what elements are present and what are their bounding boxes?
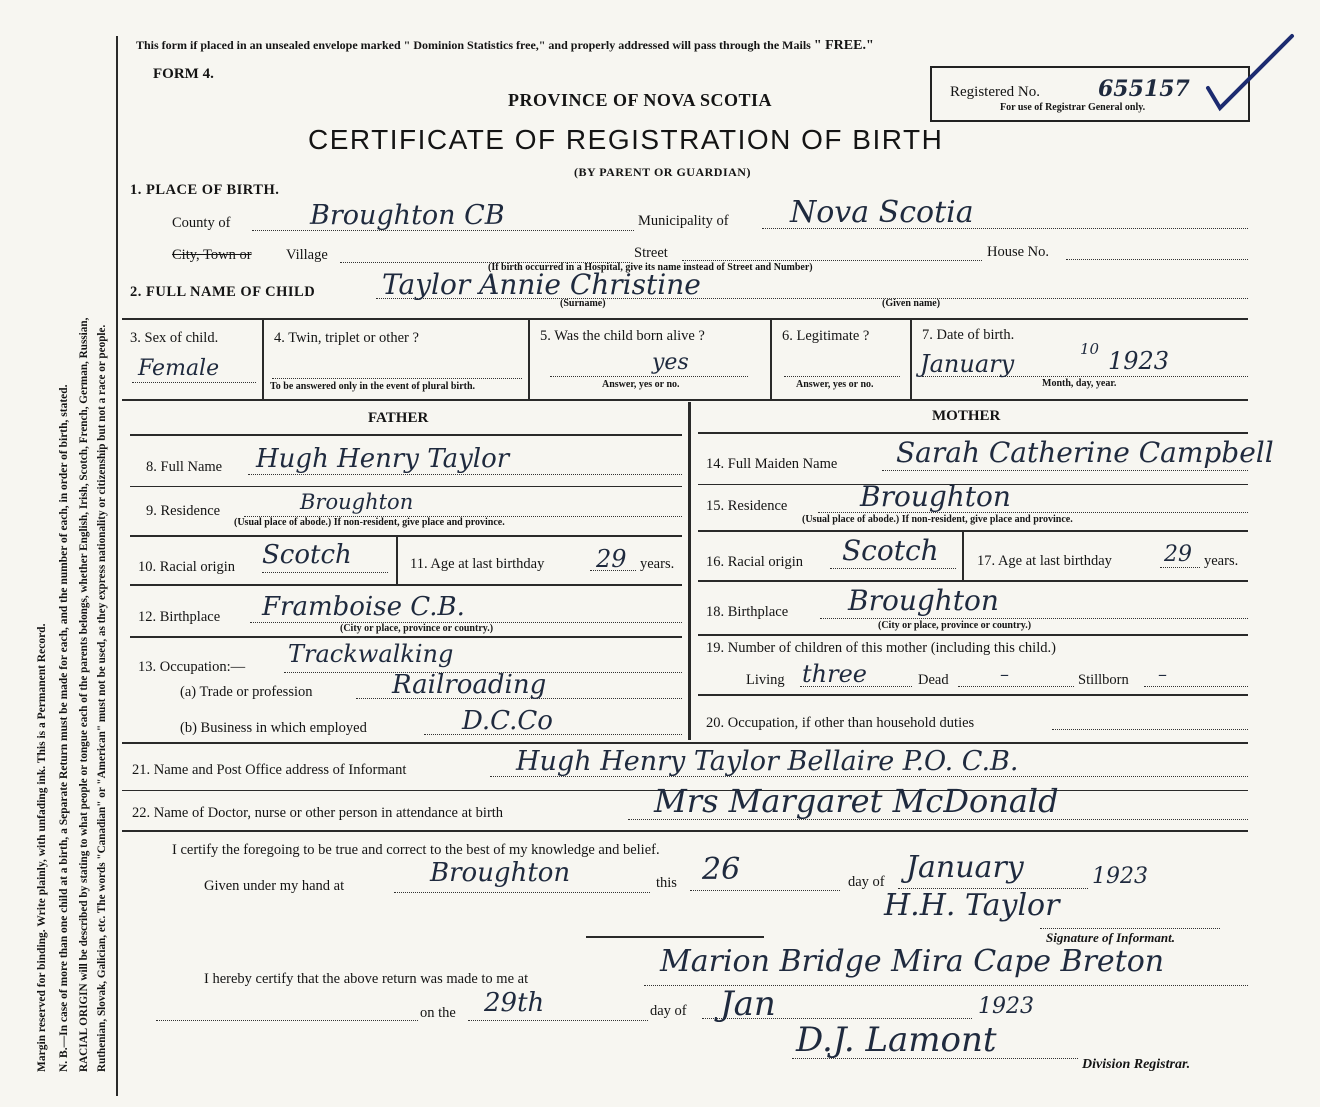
house-label: House No.	[987, 244, 1050, 260]
alive-value: yes	[652, 350, 689, 375]
dead-label: Dead	[918, 672, 949, 688]
doctor-value: Mrs Margaret McDonald	[654, 782, 1059, 820]
year-value: 1923	[1092, 864, 1148, 889]
father-racial-label: 10. Racial origin	[138, 559, 236, 575]
twin-note: To be answered only in the event of plural birth.	[270, 381, 476, 392]
mother-age-label: 17. Age at last birthday	[977, 553, 1112, 569]
mother-racial-label: 16. Racial origin	[706, 554, 804, 570]
living-label: Living	[746, 672, 785, 688]
father-name-label: 8. Full Name	[146, 459, 223, 475]
dob-note: Month, day, year.	[1042, 378, 1117, 389]
municipality-value: Nova Scotia	[790, 195, 974, 230]
father-birthplace-label: 12. Birthplace	[138, 609, 221, 625]
given-note: (Given name)	[882, 298, 941, 309]
father-residence-label: 9. Residence	[146, 503, 221, 519]
informant-label: 21. Name and Post Office address of Informant	[132, 762, 407, 778]
stillborn-value: –	[1158, 664, 1167, 685]
margin-note-2: N. B.—In case of more than one child at a birth, a Separate Return must be made for each, and the number of each, in order of birth, stated.	[58, 384, 70, 1072]
registered-label: Registered No.	[950, 84, 1040, 100]
dob-year: 1923	[1108, 347, 1170, 375]
given-label: Given under my hand at	[204, 878, 345, 894]
mail-notice-text: This form if placed in an unsealed envelope marked " Dominion Statistics free," and properly addressed will pass through the Mails	[136, 38, 811, 52]
mother-racial-value: Scotch	[842, 534, 939, 567]
mother-heading: MOTHER	[932, 408, 1001, 424]
checkmark-icon	[1200, 30, 1300, 120]
father-birthplace-note: (City or place, province or country.)	[340, 623, 494, 634]
informant-signature: H.H. Taylor	[884, 888, 1060, 923]
dob-month: January	[920, 350, 1015, 378]
living-value: three	[802, 660, 867, 688]
father-residence-note: (Usual place of abode.) If non-resident, give place and province.	[234, 517, 505, 528]
this-label: this	[656, 875, 677, 891]
hospital-note: (If birth occurred in a Hospital, give its name instead of Street and Number)	[488, 262, 813, 273]
county-label: County of	[172, 215, 231, 231]
mother-name-label: 14. Full Maiden Name	[706, 456, 838, 472]
alive-label: 5. Was the child born alive ?	[540, 328, 705, 344]
father-heading: FATHER	[368, 410, 429, 426]
father-birthplace-value: Framboise C.B.	[262, 592, 465, 622]
mother-children-label: 19. Number of children of this mother (including this child.)	[706, 640, 1056, 656]
mother-birthplace-label: 18. Birthplace	[706, 604, 789, 620]
municipality-label: Municipality of	[638, 213, 729, 229]
father-business-value: D.C.Co	[462, 706, 553, 736]
on-label: on the	[420, 1005, 456, 1021]
street-label: Street	[634, 245, 668, 261]
free-label: " FREE."	[813, 38, 874, 53]
province-title: PROVINCE OF NOVA SCOTIA	[508, 90, 773, 110]
signature-label: Signature of Informant.	[1046, 930, 1175, 945]
mother-age-value: 29	[1164, 542, 1192, 567]
mail-notice	[136, 38, 874, 54]
father-trade-label: (a) Trade or profession	[180, 684, 313, 700]
registrar-statement: I hereby certify that the above return was made to me at	[204, 971, 529, 987]
on-value: 29th	[484, 988, 545, 1018]
mother-years-label: years.	[1204, 553, 1239, 569]
mother-residence-value: Broughton	[860, 480, 1011, 513]
father-age-label: 11. Age at last birthday	[410, 556, 545, 572]
child-name-value: Taylor Annie Christine	[382, 268, 701, 301]
mother-residence-note: (Usual place of abode.) If non-resident, give place and province.	[802, 514, 1073, 525]
county-value: Broughton CB	[310, 200, 505, 231]
mother-birthplace-note: (City or place, province or country.)	[878, 620, 1032, 631]
year2-value: 1923	[978, 994, 1034, 1019]
village-label: Village	[286, 247, 328, 263]
month2-value: Jan	[720, 984, 776, 1024]
margin-divider	[116, 36, 118, 1096]
twin-label: 4. Twin, triplet or other ?	[274, 330, 419, 346]
this-value: 26	[702, 852, 741, 887]
doctor-label: 22. Name of Doctor, nurse or other person in attendance at birth	[132, 805, 504, 821]
mother-residence-label: 15. Residence	[706, 498, 788, 514]
month-value: January	[906, 850, 1024, 885]
day2-label: day of	[650, 1003, 687, 1019]
father-racial-value: Scotch	[262, 540, 352, 570]
certificate-title: CERTIFICATE OF REGISTRATION OF BIRTH	[308, 124, 944, 155]
margin-note-4: Ruthenian, Slovak, Galician, etc. The words "Canadian" or "American" must not be used, as they express nationality or citizenship but not a race or people.	[96, 324, 108, 1072]
father-trade-value: Railroading	[392, 670, 547, 700]
father-occupation-label: 13. Occupation:—	[138, 659, 246, 675]
father-occupation-value: Trackwalking	[288, 640, 454, 668]
form-number: FORM 4.	[153, 66, 214, 82]
father-years-label: years.	[640, 556, 675, 572]
place-heading: 1. PLACE OF BIRTH.	[130, 182, 280, 198]
registrar-place: Marion Bridge Mira Cape Breton	[660, 944, 1165, 979]
mother-occupation-label: 20. Occupation, if other than household duties	[706, 715, 975, 731]
sex-label: 3. Sex of child.	[130, 330, 219, 346]
dead-value: –	[1000, 664, 1009, 685]
father-age-value: 29	[596, 545, 627, 573]
day-label: day of	[848, 874, 885, 890]
city-struck: City, Town or	[172, 247, 252, 263]
father-name-value: Hugh Henry Taylor	[256, 444, 510, 474]
margin-note-3: RACIAL ORIGIN will be described by stating to what people or tongue each of the parents belongs, whether English, Irish, Scotch, French, German, Russian,	[78, 317, 90, 1072]
registered-number: 655157	[1098, 76, 1190, 102]
mother-name-value: Sarah Catherine Campbell	[896, 436, 1274, 469]
mother-birthplace-value: Broughton	[848, 584, 999, 617]
certify-statement: I certify the foregoing to be true and correct to the best of my knowledge and belief.	[172, 842, 660, 858]
stillborn-label: Stillborn	[1078, 672, 1129, 688]
sex-value: Female	[138, 356, 220, 381]
child-name-label: 2. FULL NAME OF CHILD	[130, 284, 316, 300]
dob-label: 7. Date of birth.	[922, 327, 1015, 343]
dob-day: 10	[1080, 340, 1100, 358]
certificate-subtitle: (BY PARENT OR GUARDIAN)	[574, 165, 751, 179]
informant-value: Hugh Henry Taylor Bellaire P.O. C.B.	[516, 746, 1019, 777]
father-residence-value: Broughton	[300, 490, 414, 514]
legit-label: 6. Legitimate ?	[782, 328, 870, 344]
registrar-signature: D.J. Lamont	[796, 1020, 997, 1060]
margin-note-1: Margin reserved for binding. Write plainly, with unfading ink. This is a Permanent Record.	[36, 623, 48, 1072]
registrar-note: For use of Registrar General only.	[1000, 102, 1146, 113]
surname-note: (Surname)	[560, 298, 606, 309]
given-place: Broughton	[430, 858, 571, 888]
registrar-label: Division Registrar.	[1082, 1057, 1191, 1072]
father-business-label: (b) Business in which employed	[180, 720, 367, 736]
legit-note: Answer, yes or no.	[796, 379, 874, 390]
alive-note: Answer, yes or no.	[602, 379, 680, 390]
